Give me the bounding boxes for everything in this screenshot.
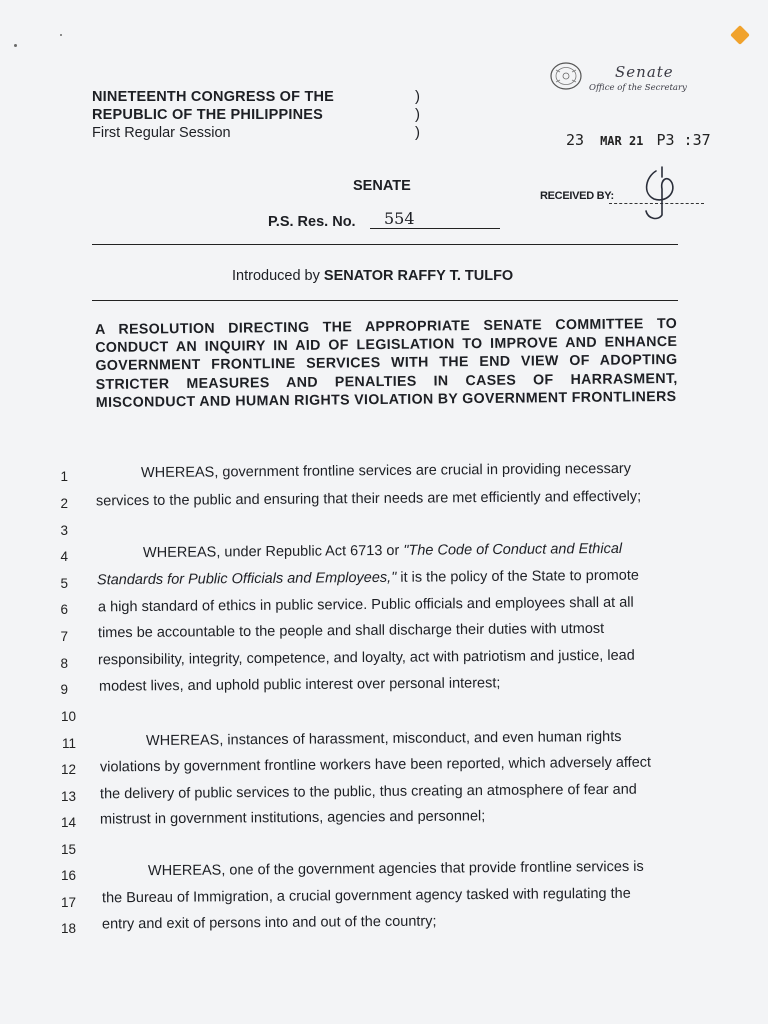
introduced-prefix: Introduced by [232, 268, 320, 284]
senate-seal-icon [548, 60, 584, 92]
body-line-8: responsibility, integrity, competence, and loyalty, act with patriotism and justice, lead [97, 647, 635, 669]
line-number: 10 [60, 709, 76, 724]
stamp-received-date [566, 131, 711, 149]
line-number: 8 [60, 656, 68, 671]
body-line-7: times be accountable to the people and shall discharge their duties with utmost [97, 620, 605, 642]
caption-congress: NINETEENTH CONGRESS OF THE [92, 89, 335, 105]
stamp-month: MAR 21 [600, 134, 644, 148]
resolution-number: 554 [370, 209, 500, 229]
line-number: 11 [61, 736, 76, 751]
resolution-label: P.S. Res. No. [268, 214, 356, 230]
scan-speck [60, 34, 62, 36]
scan-speck [14, 44, 17, 47]
stamp-senate-label: Senate [615, 63, 674, 81]
caption-republic: REPUBLIC OF THE PHILIPPINES [92, 107, 323, 123]
line-number: 7 [60, 629, 68, 644]
paren: ) [415, 88, 420, 105]
body-line-12: violations by government frontline workers have been reported, which adversely affect [99, 754, 652, 776]
line-number: 14 [60, 815, 76, 830]
body-line-14: mistrust in government institutions, agencies and personnel; [99, 808, 486, 828]
introduced-by [232, 268, 513, 284]
text-run: WHEREAS, under Republic Act 6713 or [142, 542, 404, 562]
caption-brackets [415, 88, 420, 142]
page-tab-marker [730, 25, 750, 45]
body-line-18: entry and exit of persons into and out of the country; [101, 913, 437, 933]
line-number: 17 [60, 895, 76, 910]
text-run: it is the policy of the State to promote [396, 567, 639, 586]
stamp-office-label: Office of the Secretary [589, 83, 687, 93]
line-number: 3 [60, 523, 68, 538]
body-line-17: the Bureau of Immigration, a crucial government agency tasked with regulating the [101, 885, 631, 907]
line-number: 2 [60, 496, 68, 511]
paren: ) [415, 106, 420, 123]
act-title-italic: "The Code of Conduct and Ethical [403, 540, 623, 559]
caption-session: First Regular Session [92, 125, 231, 141]
rule-bottom [92, 300, 678, 301]
rule-top [92, 244, 678, 245]
line-number: 18 [60, 921, 76, 936]
body-line-9: modest lives, and uphold public interest over personal interest; [98, 675, 501, 695]
line-number: 9 [60, 682, 68, 697]
received-by-label: RECEIVED BY: [540, 190, 614, 202]
line-number: 15 [60, 842, 76, 857]
line-number: 1 [60, 469, 68, 484]
case-caption [92, 88, 334, 142]
stamp-day: 23 [566, 131, 585, 149]
line-number: 13 [60, 789, 76, 804]
line-number: 4 [60, 549, 68, 564]
body-line-1: WHEREAS, government frontline services are crucial in providing necessary [140, 460, 632, 482]
line-number: 12 [60, 762, 76, 777]
senator-name: SENATOR RAFFY T. TULFO [323, 268, 514, 284]
body-line-11: WHEREAS, instances of harassment, misconduct, and even human rights [145, 728, 622, 750]
body-line-4 [143, 541, 622, 561]
body-line-5 [97, 568, 639, 589]
paren: ) [415, 124, 420, 141]
stamp-time: P3 :37 [656, 131, 711, 149]
body-line-6: a high standard of ethics in public service. Public officials and employees shall at all [97, 594, 634, 616]
chamber-heading: SENATE [353, 178, 411, 194]
line-number: 16 [60, 868, 76, 883]
body-line-2: services to the public and ensuring that their needs are met efficiently and effectively; [95, 488, 642, 510]
act-title-italic: Standards for Public Officials and Employees," [96, 569, 397, 589]
line-number: 5 [60, 576, 68, 591]
resolution-title: A RESOLUTION DIRECTING THE APPROPRIATE SENATE COMMITTEE TO CONDUCT AN INQUIRY IN AID OF LEGISLATION TO IMPROVE AND ENHANCE GOVERNMENT FRONTLINE SERVICES WITH THE END VIEW OF ADOPTING STRICTER MEASURES AND PENALTIES IN CASES OF HARRASMENT, MISCONDUCT AND HUMAN RIGHTS VIOLATION BY GOVERNMENT FRONTLINERS [95, 315, 678, 411]
body-line-16: WHEREAS, one of the government agencies that provide frontline services is [147, 858, 644, 880]
line-number: 6 [60, 602, 68, 617]
received-signature [632, 163, 692, 225]
body-line-13: the delivery of public services to the public, thus creating an atmosphere of fear and [99, 781, 637, 803]
